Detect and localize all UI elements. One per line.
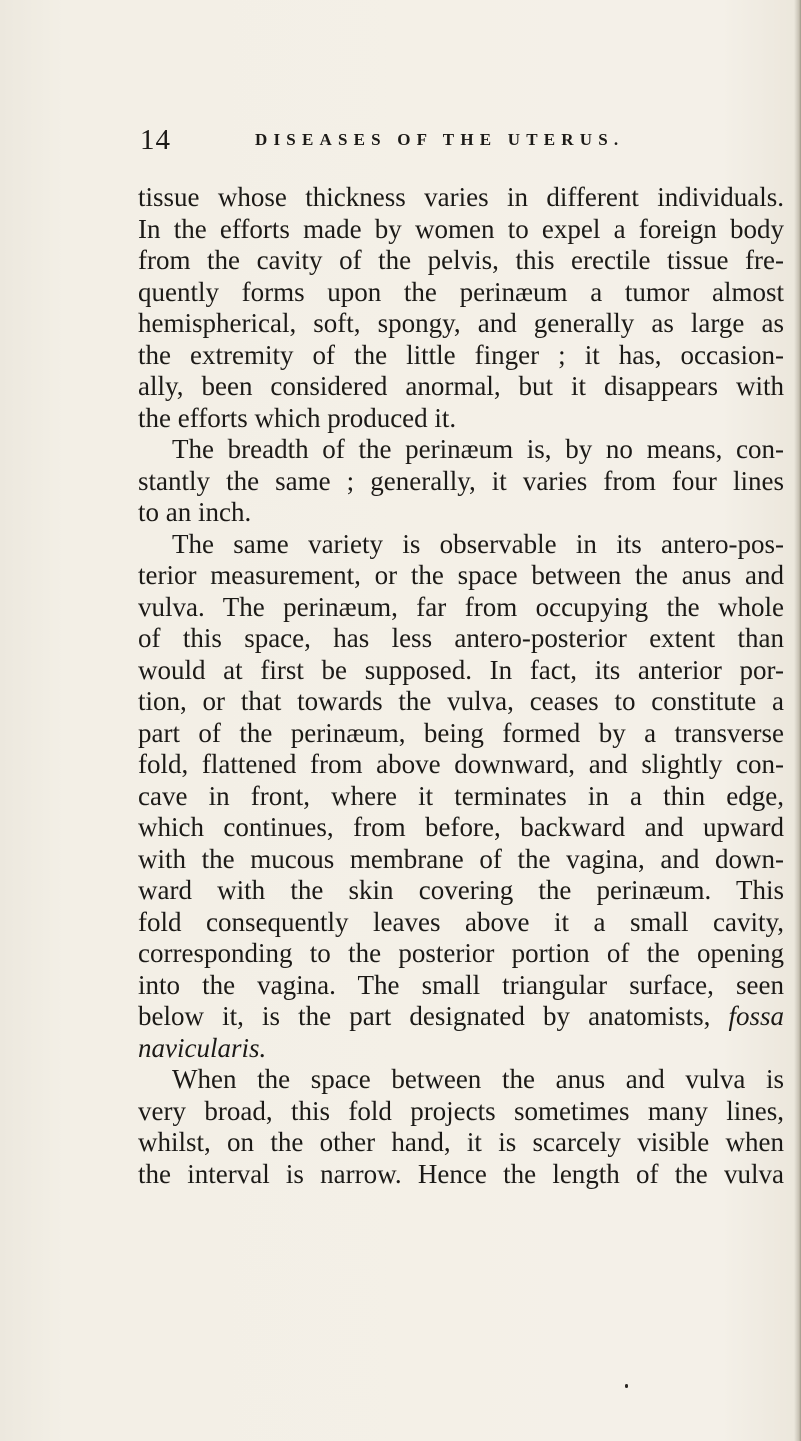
- text-line: In the efforts made by women to expel a foreign body: [138, 213, 784, 244]
- page-edge-shadow: [794, 0, 801, 1441]
- text-line: The same variety is observable in its antero-pos-: [172, 528, 784, 559]
- paragraph-4: [138, 1064, 784, 1190]
- paragraph-3: [138, 529, 784, 1065]
- text-line: corresponding to the posterior portion of the opening: [138, 938, 784, 968]
- text-line: ward with the skin covering the perinæum. This: [138, 875, 784, 905]
- running-head: [140, 118, 780, 162]
- body-text: [138, 182, 784, 1190]
- text-line: fold, flattened from above downward, and slightly con-: [138, 749, 784, 779]
- text-line: tissue whose thickness varies in different individuals.: [138, 182, 784, 212]
- text-line: stantly the same ; generally, it varies from four lines: [138, 465, 784, 496]
- text-line: ally, been considered anormal, but it disappears with: [138, 371, 784, 401]
- paragraph-1: [138, 182, 784, 434]
- text-line: would at first be supposed. In fact, its anterior por-: [138, 654, 784, 685]
- text-line: which continues, from before, backward and upward: [138, 812, 784, 842]
- text-line: the extremity of the little finger ; it has, occasion-: [138, 339, 784, 370]
- text-line: vulva. The perinæum, far from occupying the whole: [138, 591, 784, 622]
- paragraph-2: [138, 434, 784, 529]
- text-line: into the vagina. The small triangular surface, seen: [138, 969, 784, 1000]
- text-line: the efforts which produced it.: [138, 402, 457, 433]
- italic-term-line: navicularis.: [138, 1032, 267, 1063]
- text-line: of this space, has less antero-posterior extent than: [138, 623, 784, 653]
- text-line: quently forms upon the perinæum a tumor almost: [138, 276, 784, 307]
- text-line-with-italic: [138, 1001, 784, 1033]
- text-line: terior measurement, or the space between the anus and: [138, 560, 784, 590]
- text-run: below it, is the part designated by anatomists,: [138, 1001, 711, 1031]
- text-line: When the space between the anus and vulva is: [172, 1064, 784, 1094]
- text-line: part of the perinæum, being formed by a transverse: [138, 717, 784, 748]
- italic-term: fossa: [728, 1001, 784, 1031]
- running-title: DISEASES OF THE UTERUS.: [255, 130, 625, 149]
- page-number: 14: [140, 124, 171, 156]
- text-line: whilst, on the other hand, it is scarcely visible when: [138, 1127, 784, 1157]
- text-line: fold consequently leaves above it a small cavity,: [138, 906, 784, 937]
- text-line: with the mucous membrane of the vagina, and down-: [138, 843, 784, 874]
- text-line: cave in front, where it terminates in a thin edge,: [138, 780, 784, 811]
- text-line: from the cavity of the pelvis, this erectile tissue fre-: [138, 245, 784, 275]
- text-line: hemispherical, soft, spongy, and generally as large as: [138, 308, 784, 338]
- text-line: tion, or that towards the vulva, ceases to constitute a: [138, 686, 784, 716]
- ink-speck: [625, 1384, 628, 1388]
- text-line: The breadth of the perinæum is, by no means, con-: [172, 434, 784, 464]
- text-line: very broad, this fold projects sometimes many lines,: [138, 1095, 784, 1126]
- text-line: to an inch.: [138, 497, 252, 527]
- text-line: the interval is narrow. Hence the length of the vulva: [138, 1158, 784, 1189]
